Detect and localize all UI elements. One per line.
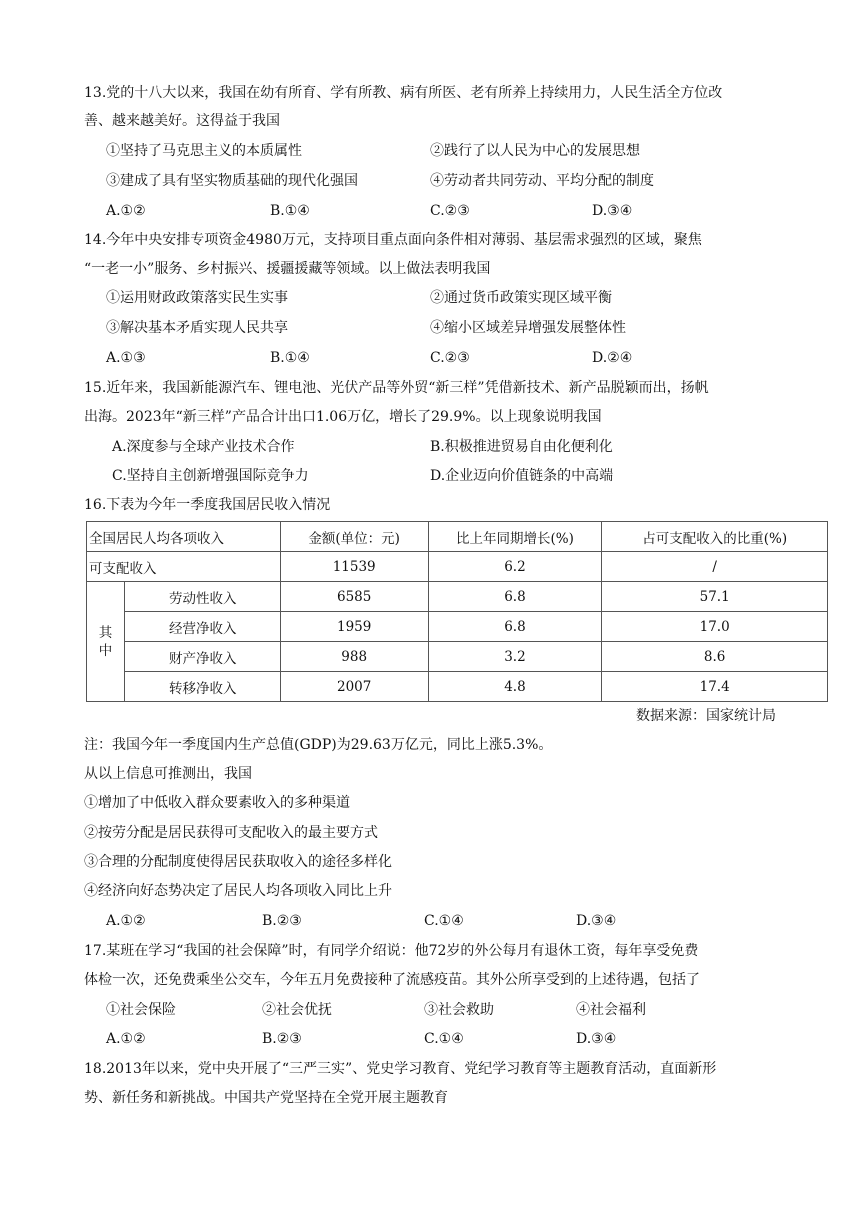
row-share: / (602, 552, 828, 582)
row-label: 转移净收入 (124, 672, 280, 702)
q15-choice-d: D.企业迈向价值链条的中高端 (430, 468, 614, 484)
data-source: 数据来源：国家统计局 (636, 708, 776, 724)
q17-option-2: ②社会优抚 (262, 1002, 332, 1018)
q15-stem-line1: 15.近年来，我国新能源汽车、锂电池、光伏产品等外贸“新三样”凭借新技术、新产品脱颖而出，扬帆 (84, 380, 709, 396)
q17-choice-b: B.②③ (262, 1031, 302, 1047)
q16-choice-d: D.③④ (576, 913, 617, 929)
q13-stem-line1: 13.党的十八大以来，我国在幼有所育、学有所教、病有所医、老有所养上持续用力，人民生活全方位改 (84, 85, 723, 101)
row-growth: 4.8 (428, 672, 602, 702)
q17-choice-c: C.①④ (424, 1031, 464, 1047)
q15-choice-a: A.深度参与全球产业技术合作 (112, 439, 295, 455)
q14-choice-b: B.①④ (270, 350, 310, 366)
row-amount: 1959 (280, 612, 428, 642)
q16-choice-c: C.①④ (424, 913, 464, 929)
q17-stem-line1: 17.某班在学习“我国的社会保障”时，有同学介绍说：他72岁的外公每月有退休工资，每年享受免费 (84, 943, 699, 959)
row-share: 17.0 (602, 612, 828, 642)
table-row (87, 642, 828, 672)
row-amount: 988 (280, 642, 428, 672)
header-share: 占可支配收入的比重(%) (602, 522, 828, 552)
q16-choice-a: A.①② (106, 913, 146, 929)
header-growth: 比上年同期增长(%) (428, 522, 602, 552)
q13-choice-c: C.②③ (430, 203, 470, 219)
q17-option-3: ③社会救助 (424, 1002, 494, 1018)
q16-option-3: ③合理的分配制度使得居民获取收入的途径多样化 (84, 854, 392, 870)
table-row (87, 672, 828, 702)
table-row (87, 582, 828, 612)
q17-option-1: ①社会保险 (106, 1002, 176, 1018)
q15-stem-line2: 出海。2023年“新三样”产品合计出口1.06万亿，增长了29.9%。以上现象说明我国 (84, 409, 602, 425)
q13-choice-d: D.③④ (592, 203, 633, 219)
q14-choice-a: A.①③ (106, 350, 146, 366)
q14-choice-d: D.②④ (592, 350, 633, 366)
q16-note: 注：我国今年一季度国内生产总值(GDP)为29.63万亿元，同比上涨5.3%。 (84, 737, 553, 753)
row-growth: 6.8 (428, 612, 602, 642)
q13-option-2: ②践行了以人民为中心的发展思想 (430, 143, 640, 159)
row-amount: 11539 (280, 552, 428, 582)
q17-option-4: ④社会福利 (576, 1002, 646, 1018)
q13-option-3: ③建成了具有坚实物质基础的现代化强国 (106, 173, 358, 189)
q13-stem-line2: 善、越来越美好。这得益于我国 (84, 113, 280, 129)
table-header-row (87, 522, 828, 552)
row-share: 17.4 (602, 672, 828, 702)
income-table (86, 521, 828, 702)
row-label: 劳动性收入 (124, 582, 280, 612)
q16-lead: 从以上信息可推测出，我国 (84, 766, 252, 782)
row-share: 57.1 (602, 582, 828, 612)
q16-stem: 16.下表为今年一季度我国居民收入情况 (84, 497, 331, 513)
q13-choice-a: A.①② (106, 203, 146, 219)
q14-choice-c: C.②③ (430, 350, 470, 366)
q13-option-4: ④劳动者共同劳动、平均分配的制度 (430, 173, 654, 189)
group-label: 其中 (98, 624, 113, 659)
q14-option-3: ③解决基本矛盾实现人民共享 (106, 320, 288, 336)
q17-choice-d: D.③④ (576, 1031, 617, 1047)
table-row (87, 552, 828, 582)
row-share: 8.6 (602, 642, 828, 672)
q17-stem-line2: 体检一次，还免费乘坐公交车，今年五月免费接种了流感疫苗。其外公所享受到的上述待遇，包括了 (84, 972, 700, 988)
q16-choice-b: B.②③ (262, 913, 302, 929)
group-label-cell (87, 582, 125, 702)
row-growth: 6.8 (428, 582, 602, 612)
q13-choice-b: B.①④ (270, 203, 310, 219)
q14-stem-line1: 14.今年中央安排专项资金4980万元，支持项目重点面向条件相对薄弱、基层需求强烈的区域，聚焦 (84, 232, 702, 248)
row-growth: 6.2 (428, 552, 602, 582)
header-amount: 金额(单位：元) (280, 522, 428, 552)
q16-option-4: ④经济向好态势决定了居民人均各项收入同比上升 (84, 883, 392, 899)
q18-stem-line2: 势、新任务和新挑战。中国共产党坚持在全党开展主题教育 (84, 1090, 448, 1106)
row-amount: 6585 (280, 582, 428, 612)
q13-option-1: ①坚持了马克思主义的本质属性 (106, 143, 302, 159)
row-label: 财产净收入 (124, 642, 280, 672)
q17-choice-a: A.①② (106, 1031, 146, 1047)
q14-stem-line2: “一老一小”服务、乡村振兴、援疆援藏等领域。以上做法表明我国 (84, 261, 491, 277)
q16-option-1: ①增加了中低收入群众要素收入的多种渠道 (84, 795, 350, 811)
q18-stem-line1: 18.2013年以来，党中央开展了“三严三实”、党史学习教育、党纪学习教育等主题教育活动，直面新形 (84, 1061, 717, 1077)
q16-option-2: ②按劳分配是居民获得可支配收入的最主要方式 (84, 825, 378, 841)
q14-option-1: ①运用财政政策落实民生实事 (106, 290, 288, 306)
row-amount: 2007 (280, 672, 428, 702)
header-category: 全国居民人均各项收入 (87, 522, 281, 552)
row-label: 经营净收入 (124, 612, 280, 642)
q14-option-2: ②通过货币政策实现区域平衡 (430, 290, 612, 306)
table-row (87, 612, 828, 642)
q15-choice-c: C.坚持自主创新增强国际竞争力 (112, 468, 309, 484)
row-label: 可支配收入 (87, 552, 281, 582)
q14-option-4: ④缩小区域差异增强发展整体性 (430, 320, 626, 336)
row-growth: 3.2 (428, 642, 602, 672)
q15-choice-b: B.积极推进贸易自由化便利化 (430, 439, 613, 455)
